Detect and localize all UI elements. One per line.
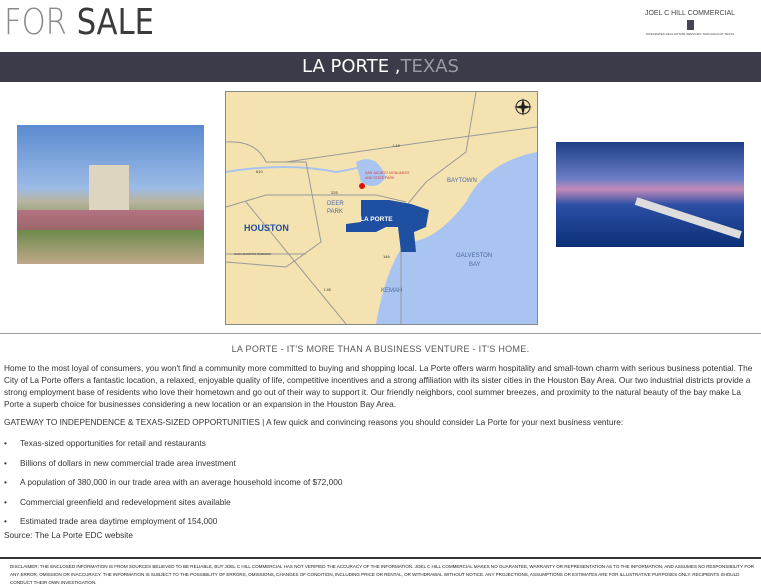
map-label-146: 146 [383,254,390,259]
map-label-610: 610 [256,169,263,174]
map-label-i45: I-45 [324,287,331,292]
disclaimer: DISCLAIMER: THE ENCLOSED INFORMATION IS FROM SOURCES BELIEVED TO BE RELIABLE, BUT JOEL C HILL COMMERCIAL HAS NOT VERIFIED THE ACCURACY OF THE INFORMATION. JOEL C HILL COMMERCIAL MAKES NO GUARANTEE, WARRANTY OR REPRESENTATION AS TO THE INFORMATION, AND ASSUMES NO RESPONSIBILITY FOR ANY ERROR, OMISSION OR INACCURACY. THE INFORMATION IS SUBJECT TO THE POSSIBILITY OF ERRORS, OMISSIONS, CHANGES OF CONDITION, INCLUDING PRICE OR RENTAL, OR WITHDRAWAL WITHOUT NOTICE. ANY PROJECTIONS, ASSUMPTIONS OR ESTIMATES ARE FOR ILLUSTRATIVE PURPOSES ONLY. RECIPIENTS SHOULD CONDUCT THEIR OWN INVESTIGATION. [10,564,754,585]
list-item: • A population of 380,000 in our trade area with an average household income of $72,000 [4,476,759,496]
company-logo: JOEL C HILL COMMERCIAL INTEGRATED REAL ESTATE SERVICES THROUGHOUT TEXAS [644,10,736,36]
page-title: FOR SALE [4,2,154,43]
reasons-list [4,437,759,529]
area-map [225,91,538,325]
la-porte-sign-photo [17,125,204,264]
map-label-galveston-bay: GALVESTON [456,253,493,259]
location-banner: LA PORTE ,TEXAS [0,52,761,82]
building-icon [687,20,694,30]
map-label-225: 225 [331,190,338,195]
map-label-beltway: SAM HOUSTON PARKWAY [234,252,272,256]
footer-divider [0,557,761,559]
intro-paragraph: Home to the most loyal of consumers, you won't find a community more committed to buying and shopping local. La Porte offers warm hospitality and small-town charm with serious business potential. The City of La Porte offers a fantastic location, a relaxed, enjoyable quality of life, competitive incentives and a strong affiliation with its sister cities in the Houston Bay Area. Our two industrial districts provide a strong employment base of residents who love their hometown and go out of their way to support it. Our friendly neighbors, cool summer breezes, and proximity to the natural beauty of the bay make La Porte a superb choice for businesses considering a new location or an expansion in the Houston Bay Area. [4,363,753,409]
svg-text:AND STATE PARK: AND STATE PARK [365,176,395,180]
map-label-houston: HOUSTON [244,223,289,233]
svg-text:BAY: BAY [469,262,481,268]
description [4,362,759,541]
gateway-paragraph: GATEWAY TO INDEPENDENCE & TEXAS-SIZED OPPORTUNITIES | A few quick and convincing reasons you should consider La Porte for your next business venture: [4,417,624,427]
map-label-san-jacinto: SAN JACINTO MONUMENT [365,171,410,175]
map-label-i10: I-10 [393,143,400,148]
bridge-photo [556,142,744,247]
section-heading: LA PORTE - IT'S MORE THAN A BUSINESS VENTURE - IT'S HOME. [231,344,530,354]
list-item: • Texas-sized opportunities for retail and restaurants [4,437,759,457]
source-note: Source: The La Porte EDC website [4,530,133,540]
divider [0,333,761,334]
map-label-kemah: KEMAH [381,288,403,294]
map-label-baytown: BAYTOWN [447,178,477,184]
svg-text:PARK: PARK [327,209,343,215]
list-item: • Estimated trade area daytime employment of 154,000 [4,515,759,529]
compass-icon [514,98,532,116]
list-item: • Commercial greenfield and redevelopment sites available [4,496,759,516]
map-label-deer-park: DEER [327,201,344,207]
map-label-la-porte: LA PORTE [360,216,393,223]
list-item: • Billions of dollars in new commercial trade area investment [4,457,759,477]
